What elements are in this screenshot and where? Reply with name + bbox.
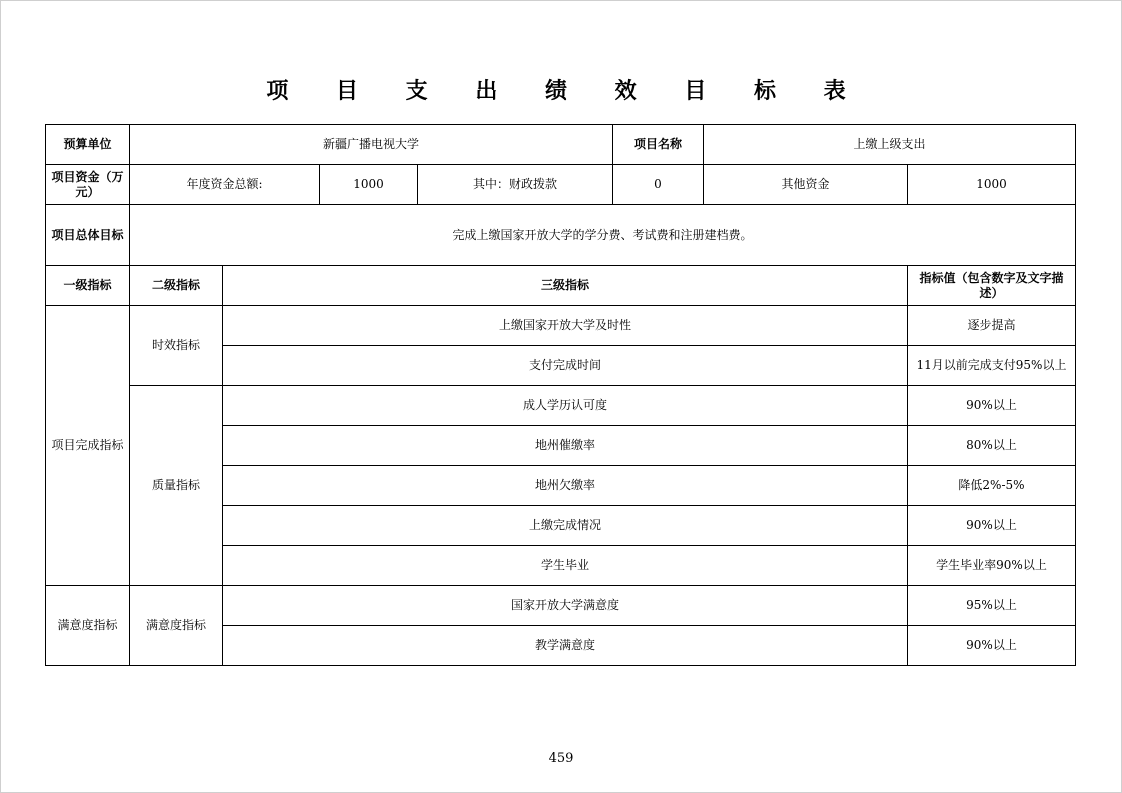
level1-cell: 项目完成指标 (46, 306, 130, 586)
level2-header: 二级指标 (130, 266, 223, 306)
level3-header: 三级指标 (223, 266, 908, 306)
annual-total-value: 1000 (320, 165, 418, 205)
level3-cell: 地州欠缴率 (223, 466, 908, 506)
indicator-value-header: 指标值（包含数字及文字描述） (908, 266, 1076, 306)
indicator-value-cell: 90%以上 (908, 626, 1076, 666)
level1-header: 一级指标 (46, 266, 130, 306)
level3-cell: 国家开放大学满意度 (223, 586, 908, 626)
page-number: 459 (548, 751, 574, 766)
level3-cell: 上缴国家开放大学及时性 (223, 306, 908, 346)
indicator-value-cell: 95%以上 (908, 586, 1076, 626)
other-funds-label: 其他资金 (704, 165, 908, 205)
project-name-label: 项目名称 (613, 125, 704, 165)
indicator-value-cell: 90%以上 (908, 386, 1076, 426)
indicator-value-cell: 逐步提高 (908, 306, 1076, 346)
indicator-value-cell: 11月以前完成支付95%以上 (908, 346, 1076, 386)
page-title: 项 目 支 出 绩 效 目 标 表 (266, 78, 866, 104)
level1-cell: 满意度指标 (46, 586, 130, 666)
indicator-value-cell: 降低2%-5% (908, 466, 1076, 506)
overall-goal-row (46, 205, 1076, 266)
other-funds-value: 1000 (908, 165, 1076, 205)
level3-cell: 上缴完成情况 (223, 506, 908, 546)
budget-unit-label: 预算单位 (46, 125, 130, 165)
funding-row (46, 165, 1076, 205)
indicator-value-cell: 90%以上 (908, 506, 1076, 546)
overall-goal-label: 项目总体目标 (46, 205, 130, 266)
level3-cell: 教学满意度 (223, 626, 908, 666)
performance-target-table (45, 124, 1076, 666)
indicator-header-row (46, 266, 1076, 306)
budget-unit-value: 新疆广播电视大学 (130, 125, 613, 165)
level3-cell: 地州催缴率 (223, 426, 908, 466)
level2-cell: 满意度指标 (130, 586, 223, 666)
level2-cell: 时效指标 (130, 306, 223, 386)
overall-goal-text: 完成上缴国家开放大学的学分费、考试费和注册建档费。 (130, 205, 1076, 266)
level3-cell: 学生毕业 (223, 546, 908, 586)
funding-label: 项目资金（万元） (46, 165, 130, 205)
level3-cell: 成人学历认可度 (223, 386, 908, 426)
annual-total-label: 年度资金总额: (130, 165, 320, 205)
project-name-value: 上缴上级支出 (704, 125, 1076, 165)
indicator-row (46, 386, 1076, 426)
level2-cell: 质量指标 (130, 386, 223, 586)
level3-cell: 支付完成时间 (223, 346, 908, 386)
indicator-row (46, 586, 1076, 626)
indicator-row (46, 306, 1076, 346)
fiscal-value: 0 (613, 165, 704, 205)
indicator-value-cell: 学生毕业率90%以上 (908, 546, 1076, 586)
fiscal-label: 其中：财政拨款 (418, 165, 613, 205)
budget-unit-row (46, 125, 1076, 165)
indicator-value-cell: 80%以上 (908, 426, 1076, 466)
